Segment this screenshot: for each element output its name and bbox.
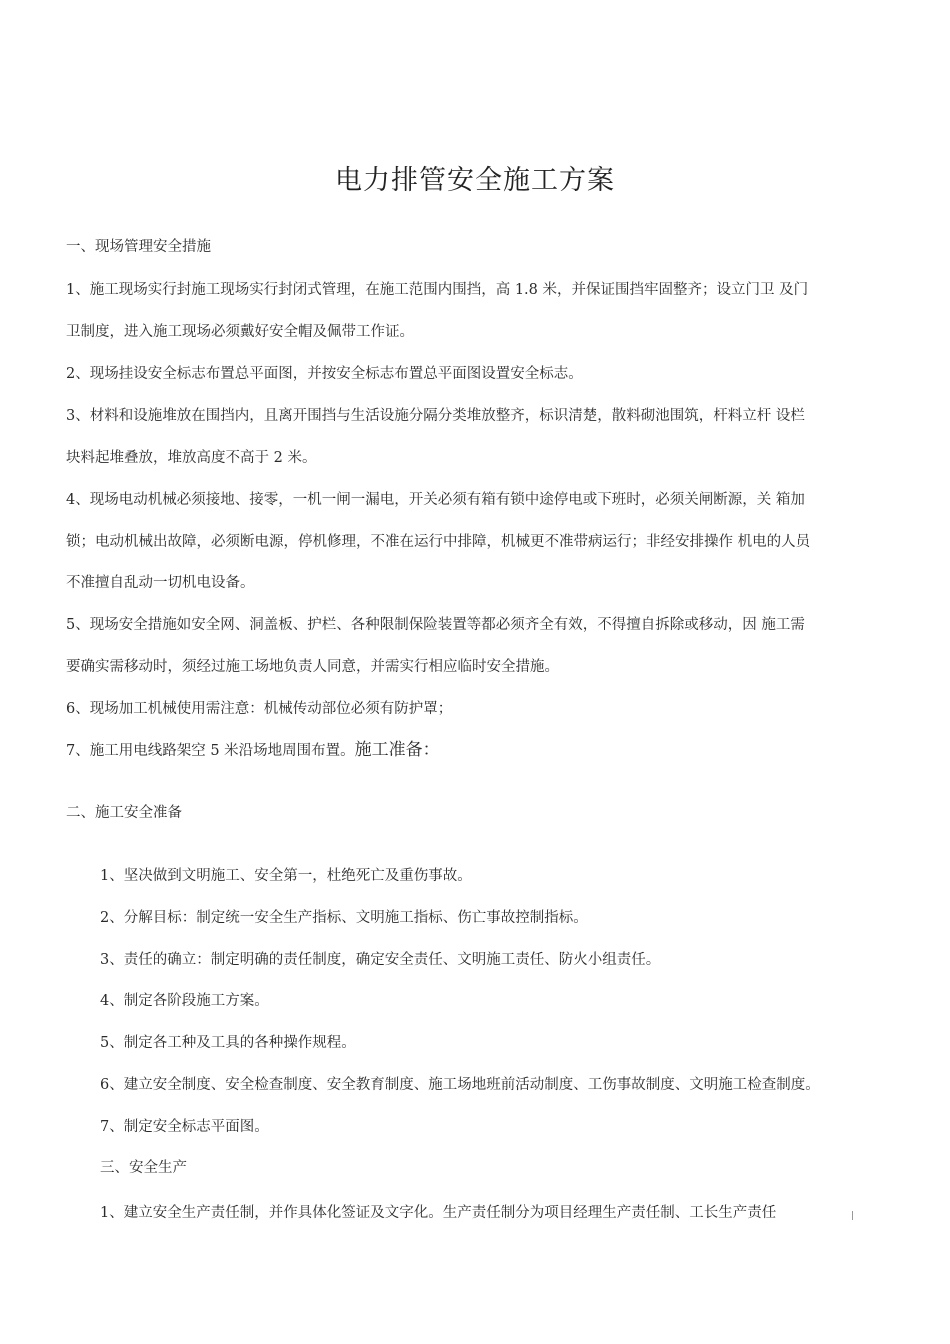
- section-heading-2: 二、施工安全准备: [66, 805, 182, 821]
- text-cursor-mark: [852, 1211, 853, 1220]
- list-item: 1、坚决做到文明施工、安全第一，杜绝死亡及重伤事故。: [100, 868, 472, 884]
- list-item: 3、责任的确立：制定明确的责任制度，确定安全责任、文明施工责任、防火小组责任。: [100, 952, 661, 968]
- paragraph-line: 1、施工现场实行封施工现场实行封闭式管理，在施工范围内围挡，高 1.8 米，并保证围挡牢固整齐；设立门卫 及门: [66, 282, 809, 298]
- list-item: 2、分解目标：制定统一安全生产指标、文明施工指标、伤亡事故控制指标。: [100, 910, 588, 926]
- paragraph-line: 要确实需移动时，须经过施工场地负责人同意，并需实行相应临时安全措施。: [66, 659, 559, 675]
- paragraph-line: 6、现场加工机械使用需注意：机械传动部位必须有防护罩；: [66, 701, 453, 717]
- paragraph-line: 锁；电动机械出故障，必须断电源，停机修理，不准在运行中排障，机械更不准带病运行；非经安排操作 机电的人员: [66, 534, 811, 550]
- section-heading-3: 三、安全生产: [100, 1160, 187, 1176]
- section-heading-1: 一、现场管理安全措施: [66, 239, 211, 255]
- list-item: 7、制定安全标志平面图。: [100, 1119, 269, 1135]
- paragraph-line-7-tail: 施工准备：: [354, 740, 440, 760]
- paragraph-line: 4、现场电动机械必须接地、接零，一机一闸一漏电，开关必须有箱有锁中途停电或下班时，必须关闸断源，关 箱加: [66, 492, 805, 508]
- list-item: 4、制定各阶段施工方案。: [100, 993, 269, 1009]
- list-item: 5、制定各工种及工具的各种操作规程。: [100, 1035, 356, 1051]
- paragraph-line: 5、现场安全措施如安全网、洞盖板、护栏、各种限制保险装置等都必须齐全有效，不得擅自拆除或移动，因 施工需: [66, 617, 805, 633]
- paragraph-line: 卫制度，进入施工现场必须戴好安全帽及佩带工作证。: [66, 324, 414, 340]
- paragraph-line: 不准擅自乱动一切机电设备。: [66, 575, 255, 591]
- list-item: 6、建立安全制度、安全检查制度、安全教育制度、施工场地班前活动制度、工伤事故制度、文明施工检查制度。: [100, 1077, 820, 1093]
- page-title: 电力排管安全施工方案: [335, 165, 615, 196]
- paragraph-line-7-main: 7、施工用电线路架空 5 米沿场地周围布置。: [66, 743, 355, 759]
- paragraph-line: 2、现场挂设安全标志布置总平面图，并按安全标志布置总平面图设置安全标志。: [66, 366, 583, 382]
- paragraph-line: 块料起堆叠放，堆放高度不高于 2 米。: [66, 450, 317, 466]
- paragraph-line: 3、材料和设施堆放在围挡内，且离开围挡与生活设施分隔分类堆放整齐，标识清楚，散料砌池围筑，杆料立杆 设栏: [66, 408, 805, 424]
- paragraph-line-7: [66, 740, 440, 761]
- list-item: 1、建立安全生产责任制，并作具体化签证及文字化。生产责任制分为项目经理生产责任制、工长生产责任: [100, 1205, 777, 1221]
